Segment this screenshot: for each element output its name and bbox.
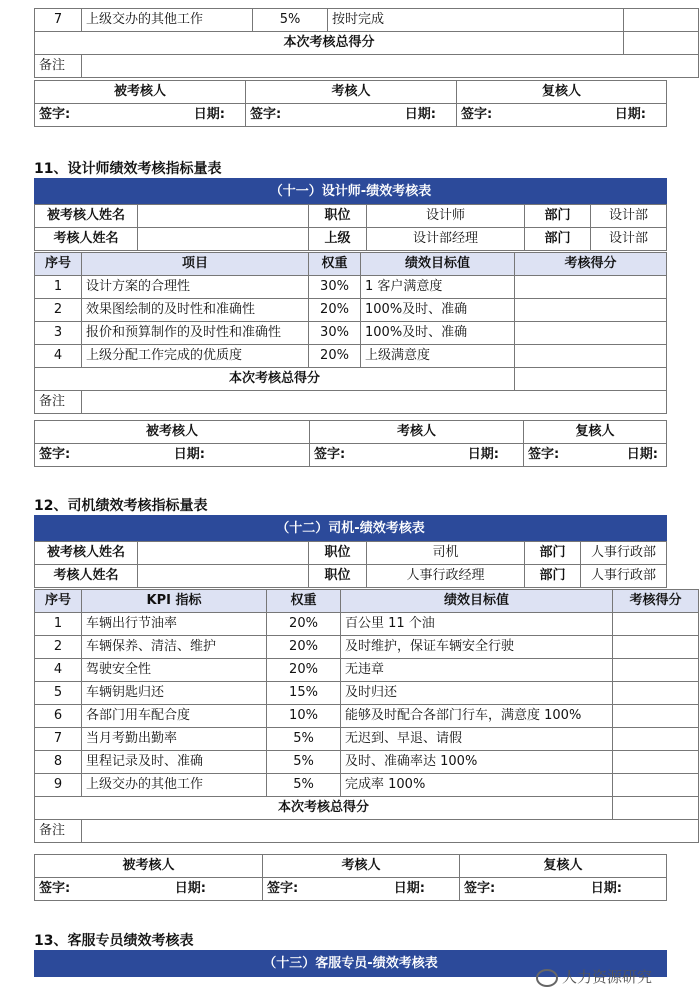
- row-weight: 30%: [309, 276, 361, 299]
- remark-label: 备注: [35, 391, 82, 414]
- row-target: 无违章: [341, 659, 613, 682]
- watermark-text: 人力资源研究: [562, 968, 653, 986]
- table-row: [35, 613, 699, 636]
- row-item: 车辆出行节油率: [82, 613, 267, 636]
- row-item: 里程记录及时、准确: [82, 751, 267, 774]
- role-examiner: 考核人: [263, 855, 460, 878]
- table-row: [35, 636, 699, 659]
- sign-cell: [35, 444, 310, 467]
- table-row: [35, 322, 667, 345]
- remark-row: [35, 55, 699, 78]
- date-label: 日期:: [174, 881, 206, 896]
- role-reviewer: 复核人: [457, 81, 667, 104]
- header-item: 项目: [82, 253, 309, 276]
- sign-row: [35, 878, 667, 901]
- info-row: [35, 565, 667, 588]
- date-label: 日期:: [467, 447, 499, 462]
- row-target: 及时维护，保证车辆安全行驶: [341, 636, 613, 659]
- remark-value: [82, 391, 667, 414]
- row-score: [613, 636, 699, 659]
- row-score: [613, 774, 699, 797]
- total-label: 本次考核总得分: [35, 368, 515, 391]
- sign-label: 签字:: [461, 107, 493, 122]
- role-examinee: 被考核人: [35, 421, 310, 444]
- total-score: [613, 797, 699, 820]
- weibo-icon: [536, 969, 558, 987]
- row-score: [515, 299, 667, 322]
- header-weight: 权重: [267, 590, 341, 613]
- row-score: [613, 751, 699, 774]
- designer-kpi-table: [34, 252, 667, 414]
- table-title: （十三）客服专员-绩效考核表: [35, 951, 667, 977]
- sign-cell: [263, 878, 460, 901]
- role-examinee: 被考核人: [35, 855, 263, 878]
- sign-cell: [460, 878, 667, 901]
- dept-label: 部门: [525, 205, 591, 228]
- examinee-label: 被考核人姓名: [35, 542, 138, 565]
- driver-title-table: [34, 515, 667, 542]
- table-row: [35, 299, 667, 322]
- row-target: 完成率 100%: [341, 774, 613, 797]
- remark-value: [82, 55, 699, 78]
- row-no: 3: [35, 322, 82, 345]
- header-target: 绩效目标值: [341, 590, 613, 613]
- examinee-label: 被考核人姓名: [35, 205, 138, 228]
- header-no: 序号: [35, 590, 82, 613]
- date-label: 日期:: [393, 881, 425, 896]
- header-weight: 权重: [309, 253, 361, 276]
- dept-value: 设计部: [591, 205, 667, 228]
- table-row: [35, 276, 667, 299]
- row-weight: 5%: [267, 774, 341, 797]
- designer-info-table: [34, 204, 667, 251]
- row-item: 上级交办的其他工作: [82, 774, 267, 797]
- row-weight: 15%: [267, 682, 341, 705]
- row-score: [515, 322, 667, 345]
- row-weight: 20%: [267, 659, 341, 682]
- header-score: 考核得分: [515, 253, 667, 276]
- row-score: [613, 613, 699, 636]
- table-title: （十一）设计师-绩效考核表: [35, 179, 667, 205]
- row-target: 无迟到、早退、请假: [341, 728, 613, 751]
- row-item: 效果图绘制的及时性和准确性: [82, 299, 309, 322]
- row-item: 当月考勤出勤率: [82, 728, 267, 751]
- table-row: [35, 9, 699, 32]
- row-score: [613, 659, 699, 682]
- total-row: [35, 368, 667, 391]
- row-no: 6: [35, 705, 82, 728]
- row-weight: 10%: [267, 705, 341, 728]
- remark-label: 备注: [35, 55, 82, 78]
- row-no: 7: [35, 728, 82, 751]
- row-weight: 20%: [267, 613, 341, 636]
- total-row: [35, 32, 699, 55]
- row-target: 100%及时、准确: [361, 322, 515, 345]
- row-target: 1 客户满意度: [361, 276, 515, 299]
- date-label: 日期:: [173, 447, 205, 462]
- designer-section-title: 11、设计师绩效考核指标量表: [34, 161, 222, 177]
- driver-kpi-table: [34, 589, 699, 843]
- position-value: 设计师: [367, 205, 525, 228]
- sign-label: 签字:: [314, 447, 346, 462]
- role-reviewer: 复核人: [460, 855, 667, 878]
- row-no: 8: [35, 751, 82, 774]
- row-no: 4: [35, 659, 82, 682]
- date-label: 日期:: [193, 107, 225, 122]
- table-row: [35, 751, 699, 774]
- sign-cell: [246, 104, 457, 127]
- row-weight: 30%: [309, 322, 361, 345]
- row-score: [613, 682, 699, 705]
- driver-sign-table: [34, 854, 667, 901]
- table-row: [35, 728, 699, 751]
- row-no: 1: [35, 276, 82, 299]
- header-kpi: KPI 指标: [82, 590, 267, 613]
- date-label: 日期:: [404, 107, 436, 122]
- row-weight: 20%: [309, 345, 361, 368]
- row-weight: 5%: [267, 751, 341, 774]
- table-title-row: [35, 516, 667, 542]
- row-score: [613, 705, 699, 728]
- sign-label: 签字:: [267, 881, 299, 896]
- sign-label: 签字:: [528, 447, 560, 462]
- remark-value: [82, 820, 699, 843]
- driver-info-table: [34, 541, 667, 588]
- info-row: [35, 542, 667, 565]
- cs-section-title: 13、客服专员绩效考核表: [34, 933, 194, 949]
- row-no: 5: [35, 682, 82, 705]
- row-item: 报价和预算制作的及时性和准确性: [82, 322, 309, 345]
- top-partial-table: [34, 8, 699, 78]
- designer-sign-table: [34, 420, 667, 467]
- position-value: 司机: [367, 542, 525, 565]
- sign-label: 签字:: [39, 881, 71, 896]
- table-row: [35, 659, 699, 682]
- row-target: 上级满意度: [361, 345, 515, 368]
- sign-row: [35, 104, 667, 127]
- dept-value: 设计部: [591, 228, 667, 251]
- table-row: [35, 705, 699, 728]
- roles-row: [35, 421, 667, 444]
- header-row: [35, 590, 699, 613]
- total-label: 本次考核总得分: [35, 32, 624, 55]
- row-weight: 20%: [309, 299, 361, 322]
- examinee-value: [138, 205, 309, 228]
- examinee-value: [138, 542, 309, 565]
- date-label: 日期:: [626, 447, 658, 462]
- watermark: [536, 966, 652, 987]
- sign-row: [35, 444, 667, 467]
- dept-label: 部门: [525, 228, 591, 251]
- row-no: 2: [35, 299, 82, 322]
- row-item: 设计方案的合理性: [82, 276, 309, 299]
- row-item: 各部门用车配合度: [82, 705, 267, 728]
- row-target: 及时归还: [341, 682, 613, 705]
- row-item: 上级分配工作完成的优质度: [82, 345, 309, 368]
- row-target: 能够及时配合各部门行车，满意度 100%: [341, 705, 613, 728]
- row-item: 上级交办的其他工作: [82, 9, 253, 32]
- designer-table: [34, 178, 667, 205]
- row-no: 9: [35, 774, 82, 797]
- remark-row: [35, 391, 667, 414]
- table-row: [35, 682, 699, 705]
- sign-label: 签字:: [250, 107, 282, 122]
- dept-label: 部门: [525, 565, 581, 588]
- remark-row: [35, 820, 699, 843]
- row-item: 驾驶安全性: [82, 659, 267, 682]
- total-label: 本次考核总得分: [35, 797, 613, 820]
- sign-cell: [310, 444, 524, 467]
- position-label: 职位: [309, 565, 367, 588]
- row-score: [624, 9, 699, 32]
- sign-label: 签字:: [39, 107, 71, 122]
- sign-label: 签字:: [39, 447, 71, 462]
- sign-cell: [457, 104, 667, 127]
- table-row: [35, 774, 699, 797]
- sign-cell: [35, 878, 263, 901]
- dept-value: 人事行政部: [581, 565, 667, 588]
- header-target: 绩效目标值: [361, 253, 515, 276]
- total-score: [515, 368, 667, 391]
- row-score: [515, 276, 667, 299]
- row-score: [613, 728, 699, 751]
- total-score: [624, 32, 699, 55]
- role-examiner: 考核人: [246, 81, 457, 104]
- row-no: 2: [35, 636, 82, 659]
- sign-cell: [524, 444, 667, 467]
- top-sign-table: [34, 80, 667, 127]
- position-value: 人事行政经理: [367, 565, 525, 588]
- examiner-label: 考核人姓名: [35, 565, 138, 588]
- info-row: [35, 228, 667, 251]
- driver-section-title: 12、司机绩效考核指标量表: [34, 498, 208, 514]
- superior-value: 设计部经理: [367, 228, 525, 251]
- roles-row: [35, 81, 667, 104]
- position-label: 职位: [309, 542, 367, 565]
- position-label: 职位: [309, 205, 367, 228]
- row-no: 4: [35, 345, 82, 368]
- role-examiner: 考核人: [310, 421, 524, 444]
- examiner-label: 考核人姓名: [35, 228, 138, 251]
- row-weight: 5%: [267, 728, 341, 751]
- total-row: [35, 797, 699, 820]
- roles-row: [35, 855, 667, 878]
- row-score: [515, 345, 667, 368]
- row-weight: 5%: [253, 9, 328, 32]
- row-target: 按时完成: [328, 9, 624, 32]
- row-weight: 20%: [267, 636, 341, 659]
- examiner-value: [138, 228, 309, 251]
- row-target: 百公里 11 个油: [341, 613, 613, 636]
- header-score: 考核得分: [613, 590, 699, 613]
- dept-value: 人事行政部: [581, 542, 667, 565]
- row-no: 7: [35, 9, 82, 32]
- remark-label: 备注: [35, 820, 82, 843]
- row-target: 及时、准确率达 100%: [341, 751, 613, 774]
- sign-cell: [35, 104, 246, 127]
- role-examinee: 被考核人: [35, 81, 246, 104]
- info-row: [35, 205, 667, 228]
- row-item: 车辆保养、清洁、维护: [82, 636, 267, 659]
- dept-label: 部门: [525, 542, 581, 565]
- sign-label: 签字:: [464, 881, 496, 896]
- row-no: 1: [35, 613, 82, 636]
- row-item: 车辆钥匙归还: [82, 682, 267, 705]
- date-label: 日期:: [614, 107, 646, 122]
- table-title: （十二）司机-绩效考核表: [35, 516, 667, 542]
- table-row: [35, 345, 667, 368]
- header-row: [35, 253, 667, 276]
- superior-label: 上级: [309, 228, 367, 251]
- header-no: 序号: [35, 253, 82, 276]
- examiner-value: [138, 565, 309, 588]
- date-label: 日期:: [590, 881, 622, 896]
- table-title-row: [35, 179, 667, 205]
- row-target: 100%及时、准确: [361, 299, 515, 322]
- role-reviewer: 复核人: [524, 421, 667, 444]
